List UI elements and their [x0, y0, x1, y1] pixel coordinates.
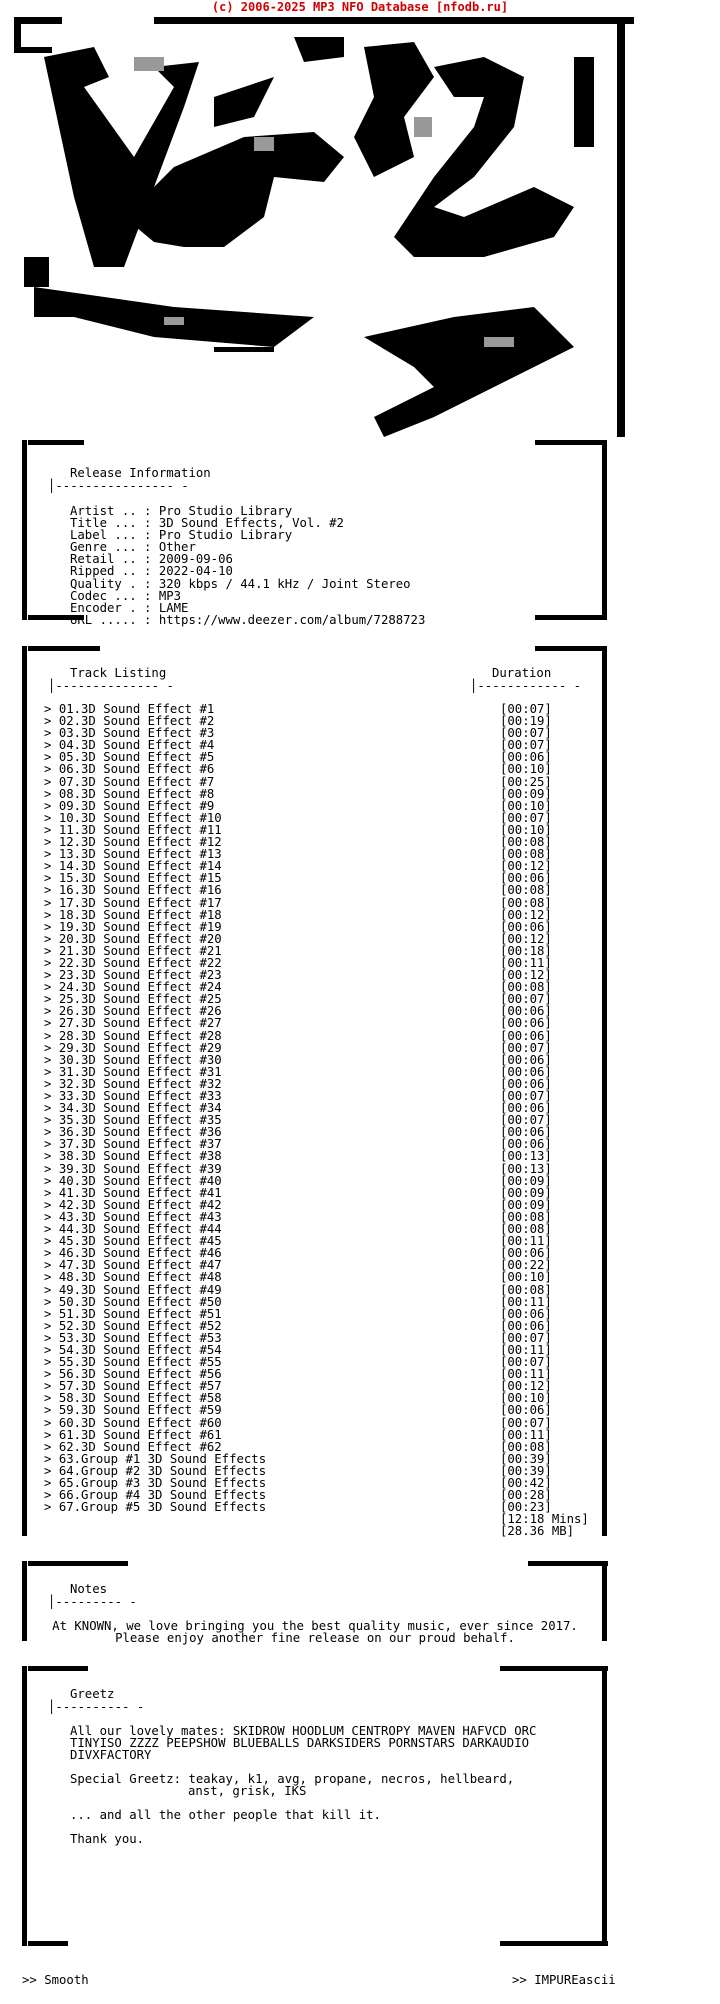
track-duration: [00:08] — [500, 847, 552, 862]
track-duration: [00:07] — [500, 738, 552, 753]
track-title: 05.3D Sound Effect #5 — [58, 750, 215, 765]
track-duration: [00:12] — [500, 907, 552, 922]
track-bullet-icon: > — [44, 1209, 59, 1224]
track-duration: [00:12] — [500, 859, 552, 874]
logo-tag: sM — [469, 64, 484, 78]
track-bullet-icon: > — [44, 968, 59, 983]
track-row — [44, 1501, 564, 1513]
track-title: 24.3D Sound Effect #24 — [58, 980, 222, 995]
greetz-thanks: Thank you. — [70, 1832, 145, 1846]
total-time: [12:18 Mins] — [500, 1512, 589, 1526]
track-title: 07.3D Sound Effect #7 — [58, 774, 215, 789]
track-duration: [00:06] — [500, 1064, 552, 1079]
track-title: 45.3D Sound Effect #45 — [58, 1234, 222, 1249]
track-title: 63.Group #1 3D Sound Effects — [58, 1451, 267, 1466]
track-duration: [00:06] — [500, 750, 552, 765]
track-title: 23.3D Sound Effect #23 — [58, 968, 222, 983]
track-duration: [00:12] — [500, 1379, 552, 1394]
track-duration: [00:06] — [500, 1137, 552, 1152]
track-duration: [00:07] — [500, 702, 552, 716]
track-title: 29.3D Sound Effect #29 — [58, 1040, 222, 1055]
release-field-key: Label ... : — [70, 528, 152, 543]
track-duration: [00:06] — [500, 1028, 552, 1043]
track-title: 43.3D Sound Effect #43 — [58, 1209, 222, 1224]
release-field-key: Artist .. : — [70, 504, 152, 518]
track-title: 52.3D Sound Effect #52 — [58, 1318, 222, 1333]
track-bullet-icon: > — [44, 1028, 59, 1043]
track-bullet-icon: > — [44, 931, 59, 946]
track-title: 48.3D Sound Effect #48 — [58, 1270, 222, 1285]
track-title: 30.3D Sound Effect #30 — [58, 1052, 222, 1067]
track-duration: [00:06] — [500, 1101, 552, 1116]
track-bullet-icon: > — [44, 859, 59, 874]
footer-credit-left: >> Smooth — [22, 1973, 89, 1987]
track-bullet-icon: > — [44, 1101, 59, 1116]
greetz-heading: Greetz — [70, 1687, 115, 1701]
track-bullet-icon: > — [44, 1415, 59, 1430]
heading-underline: │---------- - — [48, 1700, 145, 1714]
track-bullet-icon: > — [44, 774, 59, 789]
track-title: 28.3D Sound Effect #28 — [58, 1028, 222, 1043]
track-duration: [00:07] — [500, 1415, 552, 1430]
track-duration: [00:07] — [500, 1089, 552, 1103]
track-bullet-icon: > — [44, 1222, 59, 1237]
track-title: 38.3D Sound Effect #38 — [58, 1149, 222, 1164]
track-duration: [00:12] — [500, 968, 552, 983]
release-field-key: Encoder . : — [70, 600, 152, 615]
track-bullet-icon: > — [44, 907, 59, 922]
track-bullet-icon: > — [44, 1246, 59, 1261]
track-title: 01.3D Sound Effect #1 — [58, 702, 215, 716]
track-duration: [00:06] — [500, 1306, 552, 1321]
release-info-heading: Release Information — [70, 466, 211, 480]
track-title: 67.Group #5 3D Sound Effects — [58, 1500, 267, 1515]
track-title: 55.3D Sound Effect #55 — [58, 1355, 222, 1370]
track-bullet-icon: > — [44, 750, 59, 765]
track-duration: [00:22] — [500, 1258, 552, 1273]
track-title: 40.3D Sound Effect #40 — [58, 1173, 222, 1188]
track-duration: [00:08] — [500, 980, 552, 995]
track-duration: [00:07] — [500, 726, 552, 741]
track-list — [44, 703, 564, 1513]
track-duration: [00:06] — [500, 1004, 552, 1019]
track-bullet-icon: > — [44, 1016, 59, 1031]
track-bullet-icon: > — [44, 1403, 59, 1418]
track-bullet-icon: > — [44, 955, 59, 970]
track-bullet-icon: > — [44, 992, 59, 1007]
track-duration: [00:09] — [500, 1197, 552, 1212]
notes-heading: Notes — [70, 1582, 108, 1596]
track-bullet-icon: > — [44, 822, 59, 837]
release-field-value: 2022-04-10 — [158, 564, 233, 579]
track-bullet-icon: > — [44, 1089, 59, 1103]
track-title: 59.3D Sound Effect #59 — [58, 1403, 222, 1418]
track-bullet-icon: > — [44, 810, 59, 825]
track-bullet-icon: > — [44, 1004, 59, 1019]
track-duration: [00:07] — [500, 810, 552, 825]
track-listing-heading: Track Listing — [70, 666, 167, 680]
track-bullet-icon: > — [44, 1040, 59, 1055]
track-title: 50.3D Sound Effect #50 — [58, 1294, 222, 1309]
track-title: 53.3D Sound Effect #53 — [58, 1330, 222, 1345]
track-title: 14.3D Sound Effect #14 — [58, 859, 222, 874]
heading-underline: │-------------- - — [48, 679, 174, 693]
track-title: 66.Group #4 3D Sound Effects — [58, 1488, 267, 1503]
track-title: 35.3D Sound Effect #35 — [58, 1113, 222, 1128]
track-bullet-icon: > — [44, 1294, 59, 1309]
greetz-mates-3: DIVXFACTORY — [70, 1748, 152, 1762]
track-bullet-icon: > — [44, 1258, 59, 1273]
release-field-row — [70, 614, 425, 626]
greetz-special-1: Special Greetz: teakay, k1, avg, propane, necros, hellbeard, — [70, 1772, 515, 1786]
track-bullet-icon: > — [44, 1500, 59, 1515]
track-bullet-icon: > — [44, 1342, 59, 1357]
track-bullet-icon: > — [44, 1367, 59, 1382]
track-duration: [00:10] — [500, 822, 552, 837]
release-field-value: LAME — [158, 600, 189, 615]
notes-line-2: Please enjoy another fine release on our proud behalf. — [115, 1631, 515, 1645]
track-bullet-icon: > — [44, 847, 59, 862]
track-title: 12.3D Sound Effect #12 — [58, 835, 222, 850]
track-bullet-icon: > — [44, 1355, 59, 1370]
track-duration: [00:06] — [500, 1318, 552, 1333]
footer-credit-right: >> IMPUREascii — [512, 1973, 616, 1987]
track-bullet-icon: > — [44, 726, 59, 741]
track-duration: [00:08] — [500, 835, 552, 850]
track-title: 31.3D Sound Effect #31 — [58, 1064, 222, 1079]
track-duration: [00:06] — [500, 1403, 552, 1418]
track-bullet-icon: > — [44, 1113, 59, 1128]
track-title: 39.3D Sound Effect #39 — [58, 1161, 222, 1176]
track-duration: [00:06] — [500, 1016, 552, 1031]
track-title: 17.3D Sound Effect #17 — [58, 895, 222, 910]
track-bullet-icon: > — [44, 1476, 59, 1490]
notes-line-1: At KNOWN, we love bringing you the best quality music, ever since 2017. — [52, 1619, 578, 1633]
track-bullet-icon: > — [44, 1052, 59, 1067]
track-duration: [00:10] — [500, 1391, 552, 1406]
track-duration: [00:11] — [500, 1342, 552, 1357]
track-duration: [00:06] — [500, 919, 552, 934]
track-title: 03.3D Sound Effect #3 — [58, 726, 215, 741]
track-title: 58.3D Sound Effect #58 — [58, 1391, 222, 1406]
track-bullet-icon: > — [44, 786, 59, 801]
track-bullet-icon: > — [44, 1488, 59, 1503]
track-duration: [00:11] — [500, 955, 552, 970]
track-title: 21.3D Sound Effect #21 — [58, 943, 222, 958]
heading-underline: │------------ - — [470, 679, 582, 693]
track-duration: [00:08] — [500, 1209, 552, 1224]
track-title: 56.3D Sound Effect #56 — [58, 1367, 222, 1382]
track-title: 62.3D Sound Effect #62 — [58, 1439, 222, 1454]
track-title: 64.Group #2 3D Sound Effects — [58, 1463, 267, 1478]
track-title: 47.3D Sound Effect #47 — [58, 1258, 222, 1273]
release-field-value: 2009-09-06 — [158, 552, 233, 567]
track-bullet-icon: > — [44, 919, 59, 934]
release-field-value: https://www.deezer.com/album/7288723 — [158, 612, 426, 627]
track-duration: [00:09] — [500, 786, 552, 801]
track-bullet-icon: > — [44, 1330, 59, 1345]
track-duration: [00:12] — [500, 931, 552, 946]
duration-heading: Duration — [492, 666, 552, 680]
track-title: 36.3D Sound Effect #36 — [58, 1125, 222, 1140]
track-bullet-icon: > — [44, 1137, 59, 1152]
track-bullet-icon: > — [44, 871, 59, 886]
release-field-value: Other — [158, 540, 196, 555]
track-bullet-icon: > — [44, 762, 59, 777]
release-field-key: Quality . : — [70, 576, 152, 591]
track-bullet-icon: > — [44, 1234, 59, 1249]
track-title: 02.3D Sound Effect #2 — [58, 714, 215, 729]
track-title: 37.3D Sound Effect #37 — [58, 1137, 222, 1152]
release-field-value: MP3 — [158, 588, 182, 603]
release-field-key: Retail .. : — [70, 552, 152, 567]
track-duration: [00:07] — [500, 1330, 552, 1345]
track-duration: [00:08] — [500, 883, 552, 898]
track-bullet-icon: > — [44, 1161, 59, 1176]
release-field-value: Pro Studio Library — [158, 528, 293, 543]
greetz-other: ... and all the other people that kill it. — [70, 1808, 381, 1822]
track-title: 33.3D Sound Effect #33 — [58, 1089, 222, 1103]
heading-underline: │---------------- - — [48, 479, 189, 493]
track-title: 57.3D Sound Effect #57 — [58, 1379, 222, 1394]
track-duration: [00:06] — [500, 1052, 552, 1067]
release-field-key: Genre ... : — [70, 540, 152, 555]
track-bullet-icon: > — [44, 980, 59, 995]
track-duration: [00:07] — [500, 1113, 552, 1128]
track-title: 34.3D Sound Effect #34 — [58, 1101, 222, 1116]
track-title: 09.3D Sound Effect #9 — [58, 798, 215, 813]
track-duration: [00:25] — [500, 774, 552, 789]
track-title: 18.3D Sound Effect #18 — [58, 907, 222, 922]
track-duration: [00:13] — [500, 1149, 552, 1164]
track-bullet-icon: > — [44, 738, 59, 753]
track-duration: [00:11] — [500, 1367, 552, 1382]
greetz-special-2: anst, grisk, IKS — [188, 1784, 307, 1798]
track-duration: [00:08] — [500, 1439, 552, 1454]
track-bullet-icon: > — [44, 1173, 59, 1188]
track-bullet-icon: > — [44, 798, 59, 813]
track-duration: [00:19] — [500, 714, 552, 729]
release-field-key: Ripped .. : — [70, 564, 152, 579]
release-field-key: Codec ... : — [70, 588, 152, 603]
track-title: 11.3D Sound Effect #11 — [58, 822, 222, 837]
track-title: 20.3D Sound Effect #20 — [58, 931, 222, 946]
track-title: 04.3D Sound Effect #4 — [58, 738, 215, 753]
track-bullet-icon: > — [44, 1439, 59, 1454]
track-bullet-icon: > — [44, 943, 59, 958]
release-fields-list — [70, 505, 425, 626]
release-field-key: Title ... : — [70, 516, 152, 531]
release-field-value: Pro Studio Library — [158, 504, 293, 518]
track-duration: [00:06] — [500, 1246, 552, 1261]
track-bullet-icon: > — [44, 1149, 59, 1164]
track-title: 44.3D Sound Effect #44 — [58, 1222, 222, 1237]
track-bullet-icon: > — [44, 835, 59, 850]
track-duration: [00:08] — [500, 1222, 552, 1237]
track-bullet-icon: > — [44, 714, 59, 729]
site-credit: (c) 2006-2025 MP3 NFO Database [nfodb.ru] — [211, 0, 509, 14]
track-title: 26.3D Sound Effect #26 — [58, 1004, 222, 1019]
track-duration: [00:06] — [500, 1125, 552, 1140]
track-title: 46.3D Sound Effect #46 — [58, 1246, 222, 1261]
track-bullet-icon: > — [44, 1282, 59, 1297]
track-bullet-icon: > — [44, 1185, 59, 1200]
track-duration: [00:11] — [500, 1294, 552, 1309]
track-duration: [00:07] — [500, 1355, 552, 1370]
total-size: [28.36 MB] — [500, 1524, 575, 1538]
track-title: 27.3D Sound Effect #27 — [58, 1016, 222, 1031]
track-duration: [00:11] — [500, 1427, 552, 1442]
track-title: 65.Group #3 3D Sound Effects — [58, 1476, 267, 1490]
track-title: 41.3D Sound Effect #41 — [58, 1185, 222, 1200]
track-title: 06.3D Sound Effect #6 — [58, 762, 215, 777]
track-bullet-icon: > — [44, 1270, 59, 1285]
track-title: 13.3D Sound Effect #13 — [58, 847, 222, 862]
track-bullet-icon: > — [44, 1379, 59, 1394]
track-duration: [00:06] — [500, 871, 552, 886]
track-duration: [00:08] — [500, 1282, 552, 1297]
track-duration: [00:06] — [500, 1076, 552, 1091]
track-duration: [00:09] — [500, 1185, 552, 1200]
track-title: 16.3D Sound Effect #16 — [58, 883, 222, 898]
track-duration: [00:08] — [500, 895, 552, 910]
track-title: 32.3D Sound Effect #32 — [58, 1076, 222, 1091]
track-bullet-icon: > — [44, 1197, 59, 1212]
track-title: 54.3D Sound Effect #54 — [58, 1342, 222, 1357]
track-duration: [00:13] — [500, 1161, 552, 1176]
track-title: 19.3D Sound Effect #19 — [58, 919, 222, 934]
track-bullet-icon: > — [44, 702, 59, 716]
track-title: 60.3D Sound Effect #60 — [58, 1415, 222, 1430]
track-title: 08.3D Sound Effect #8 — [58, 786, 215, 801]
track-title: 42.3D Sound Effect #42 — [58, 1197, 222, 1212]
track-title: 15.3D Sound Effect #15 — [58, 871, 222, 886]
track-bullet-icon: > — [44, 895, 59, 910]
track-bullet-icon: > — [44, 1391, 59, 1406]
track-title: 61.3D Sound Effect #61 — [58, 1427, 222, 1442]
release-field-key: URL ..... : — [70, 612, 152, 627]
track-bullet-icon: > — [44, 1064, 59, 1079]
track-bullet-icon: > — [44, 1318, 59, 1333]
track-title: 10.3D Sound Effect #10 — [58, 810, 222, 825]
track-bullet-icon: > — [44, 1125, 59, 1140]
release-field-value: 320 kbps / 44.1 kHz / Joint Stereo — [158, 576, 411, 591]
track-bullet-icon: > — [44, 1076, 59, 1091]
track-bullet-icon: > — [44, 1451, 59, 1466]
track-duration: [00:42] — [500, 1476, 552, 1490]
track-duration: [00:10] — [500, 762, 552, 777]
track-title: 49.3D Sound Effect #49 — [58, 1282, 222, 1297]
track-bullet-icon: > — [44, 1306, 59, 1321]
track-duration: [00:18] — [500, 943, 552, 958]
track-duration: [00:10] — [500, 798, 552, 813]
ascii-logo-art — [14, 17, 634, 442]
track-bullet-icon: > — [44, 1427, 59, 1442]
greetz-mates-2: TINYISO ZZZZ PEEPSHOW BLUEBALLS DARKSIDERS PORNSTARS DARKAUDIO — [70, 1736, 530, 1750]
track-duration: [00:28] — [500, 1488, 552, 1503]
heading-underline: │--------- - — [48, 1595, 137, 1609]
track-duration: [00:11] — [500, 1234, 552, 1249]
track-title: 22.3D Sound Effect #22 — [58, 955, 222, 970]
track-bullet-icon: > — [44, 883, 59, 898]
track-duration: [00:10] — [500, 1270, 552, 1285]
greetz-mates-1: All our lovely mates: SKIDROW HOODLUM CENTROPY MAVEN HAFVCD ORC — [70, 1724, 537, 1738]
track-title: 25.3D Sound Effect #25 — [58, 992, 222, 1007]
track-bullet-icon: > — [44, 1463, 59, 1478]
track-duration: [00:09] — [500, 1173, 552, 1188]
track-duration: [00:07] — [500, 1040, 552, 1055]
release-field-value: 3D Sound Effects, Vol. #2 — [158, 516, 344, 531]
track-duration: [00:07] — [500, 992, 552, 1007]
track-duration: [00:39] — [500, 1451, 552, 1466]
track-duration: [00:39] — [500, 1463, 552, 1478]
track-title: 51.3D Sound Effect #51 — [58, 1306, 222, 1321]
track-duration: [00:23] — [500, 1500, 552, 1515]
